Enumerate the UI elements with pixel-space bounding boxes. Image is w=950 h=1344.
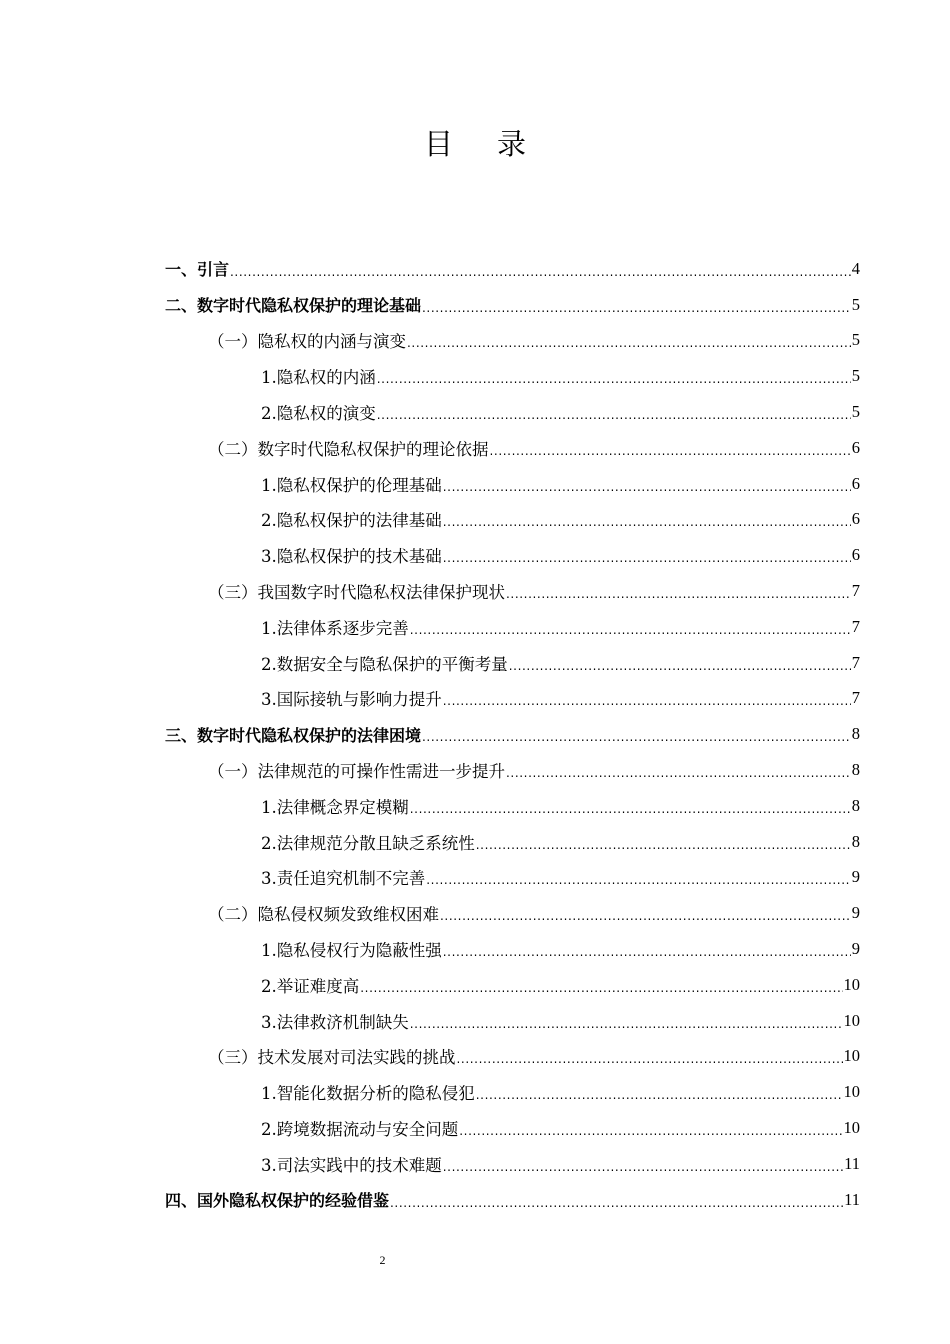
toc-entry-page: 9 bbox=[851, 903, 860, 923]
toc-entry-label: （一）隐私权的内涵与演变 bbox=[208, 332, 406, 352]
toc-dot-leader bbox=[509, 659, 851, 673]
toc-entry[interactable] bbox=[165, 716, 860, 752]
toc-entry-label: （二）数字时代隐私权保护的理论依据 bbox=[208, 439, 489, 459]
page-number: 2 bbox=[379, 1253, 386, 1267]
toc-dot-leader bbox=[443, 480, 851, 494]
toc-entry-page: 5 bbox=[851, 330, 860, 350]
toc-entry-page: 5 bbox=[851, 366, 860, 386]
toc-entry-page: 10 bbox=[843, 1118, 860, 1138]
toc-entry-label: （一）法律规范的可操作性需进一步提升 bbox=[208, 762, 505, 782]
toc-entry-page: 10 bbox=[843, 1082, 860, 1102]
toc-entry-page: 4 bbox=[851, 258, 860, 278]
toc-entry-page: 7 bbox=[851, 581, 860, 601]
toc-entry-page: 11 bbox=[844, 1153, 860, 1173]
toc-entry[interactable] bbox=[165, 1182, 860, 1218]
toc-entry-label: 1.隐私权的内涵 bbox=[261, 368, 376, 388]
toc-dot-leader bbox=[457, 1052, 843, 1066]
toc-entry-page: 11 bbox=[844, 1189, 860, 1209]
toc-entry-label: 1.智能化数据分析的隐私侵犯 bbox=[261, 1084, 475, 1104]
toc-entry-page: 5 bbox=[851, 402, 860, 422]
toc-title-char-2: 录 bbox=[497, 127, 527, 161]
toc-entry[interactable] bbox=[165, 860, 860, 896]
toc-entry[interactable] bbox=[165, 573, 860, 609]
toc-entry-label: 一、引言 bbox=[165, 260, 230, 280]
toc-dot-leader bbox=[443, 551, 851, 565]
toc-entry[interactable] bbox=[165, 824, 860, 860]
toc-entry-label: （三）我国数字时代隐私权法律保护现状 bbox=[208, 583, 505, 603]
toc-title-char-1: 目 bbox=[423, 127, 453, 161]
toc-dot-leader bbox=[506, 766, 851, 780]
toc-dot-leader bbox=[407, 336, 851, 350]
toc-dot-leader bbox=[410, 623, 851, 637]
toc-dot-leader bbox=[426, 873, 851, 887]
toc-entry-page: 10 bbox=[843, 1010, 860, 1030]
toc-entry[interactable] bbox=[165, 430, 860, 466]
toc-entry[interactable] bbox=[165, 681, 860, 717]
toc-dot-leader bbox=[410, 1017, 843, 1031]
toc-dot-leader bbox=[440, 909, 851, 923]
toc-dot-leader bbox=[410, 802, 851, 816]
toc-entry-page: 7 bbox=[851, 688, 860, 708]
toc-entry[interactable] bbox=[165, 1003, 860, 1039]
toc-entry-label: 2.法律规范分散且缺乏系统性 bbox=[261, 833, 475, 853]
toc-entry[interactable] bbox=[165, 537, 860, 573]
toc-dot-leader bbox=[476, 838, 851, 852]
toc-entry[interactable] bbox=[165, 609, 860, 645]
toc-entry-label: 3.隐私权保护的技术基础 bbox=[261, 547, 442, 567]
toc-entry-label: 3.责任追究机制不完善 bbox=[261, 869, 426, 889]
toc-entry-page: 10 bbox=[843, 1046, 860, 1066]
toc-entry-label: 3.司法实践中的技术难题 bbox=[261, 1155, 442, 1175]
toc-entry-label: 二、数字时代隐私权保护的理论基础 bbox=[165, 296, 422, 316]
toc-entry[interactable] bbox=[165, 251, 860, 287]
toc-entry[interactable] bbox=[165, 323, 860, 359]
toc-dot-leader bbox=[443, 945, 851, 959]
toc-dot-leader bbox=[506, 587, 851, 601]
toc-entry-label: 3.国际接轨与影响力提升 bbox=[261, 690, 442, 710]
toc-dot-leader bbox=[459, 1124, 842, 1138]
toc-dot-leader bbox=[422, 730, 851, 744]
toc-title bbox=[0, 122, 950, 163]
toc-entry[interactable] bbox=[165, 1039, 860, 1075]
toc-entry-label: 3.法律救济机制缺失 bbox=[261, 1012, 409, 1032]
toc-entry-label: 1.法律概念界定模糊 bbox=[261, 797, 409, 817]
toc-entry[interactable] bbox=[165, 1146, 860, 1182]
toc-entry[interactable] bbox=[165, 1110, 860, 1146]
toc-entry-label: 2.数据安全与隐私保护的平衡考量 bbox=[261, 654, 508, 674]
toc-entry-page: 6 bbox=[851, 545, 860, 565]
toc-entry-label: 1.隐私侵权行为隐蔽性强 bbox=[261, 941, 442, 961]
toc-entry[interactable] bbox=[165, 752, 860, 788]
toc-entry[interactable] bbox=[165, 931, 860, 967]
toc-entry[interactable] bbox=[165, 645, 860, 681]
toc-dot-leader bbox=[443, 694, 851, 708]
toc-entry-label: 四、国外隐私权保护的经验借鉴 bbox=[165, 1191, 390, 1211]
toc-entry[interactable] bbox=[165, 502, 860, 538]
toc-dot-leader bbox=[476, 1088, 843, 1102]
toc-entry-page: 8 bbox=[851, 760, 860, 780]
toc-entry[interactable] bbox=[165, 287, 860, 323]
toc-entry-label: 2.跨境数据流动与安全问题 bbox=[261, 1120, 459, 1140]
toc-entry-label: 2.隐私权的演变 bbox=[261, 404, 376, 424]
toc-entry-page: 7 bbox=[851, 616, 860, 636]
toc-entry-page: 6 bbox=[851, 509, 860, 529]
toc-entry-page: 9 bbox=[851, 867, 860, 887]
toc-entry-page: 7 bbox=[851, 652, 860, 672]
table-of-contents bbox=[165, 251, 860, 1218]
toc-entry-label: （三）技术发展对司法实践的挑战 bbox=[208, 1048, 456, 1068]
toc-entry[interactable] bbox=[165, 358, 860, 394]
toc-entry-label: 三、数字时代隐私权保护的法律困境 bbox=[165, 725, 422, 745]
toc-dot-leader bbox=[443, 515, 851, 529]
toc-entry-label: 1.隐私权保护的伦理基础 bbox=[261, 475, 442, 495]
toc-dot-leader bbox=[390, 1196, 843, 1210]
toc-entry-page: 6 bbox=[851, 437, 860, 457]
toc-entry-page: 10 bbox=[843, 974, 860, 994]
toc-dot-leader bbox=[360, 981, 842, 995]
toc-entry[interactable] bbox=[165, 895, 860, 931]
toc-entry-page: 9 bbox=[851, 939, 860, 959]
toc-dot-leader bbox=[230, 265, 851, 279]
toc-entry-label: 2.隐私权保护的法律基础 bbox=[261, 511, 442, 531]
toc-entry-label: 2.举证难度高 bbox=[261, 976, 360, 996]
toc-entry-label: （二）隐私侵权频发致维权困难 bbox=[208, 905, 439, 925]
toc-dot-leader bbox=[422, 301, 851, 315]
toc-entry[interactable] bbox=[165, 1074, 860, 1110]
toc-entry[interactable] bbox=[165, 394, 860, 430]
toc-dot-leader bbox=[377, 408, 851, 422]
toc-entry-page: 5 bbox=[851, 294, 860, 314]
toc-entry[interactable] bbox=[165, 967, 860, 1003]
toc-dot-leader bbox=[377, 372, 851, 386]
toc-entry-page: 6 bbox=[851, 473, 860, 493]
toc-entry-page: 8 bbox=[851, 831, 860, 851]
toc-entry[interactable] bbox=[165, 788, 860, 824]
toc-entry[interactable] bbox=[165, 466, 860, 502]
toc-dot-leader bbox=[490, 444, 851, 458]
toc-entry-page: 8 bbox=[851, 795, 860, 815]
toc-entry-page: 8 bbox=[851, 724, 860, 744]
toc-dot-leader bbox=[443, 1160, 843, 1174]
toc-entry-label: 1.法律体系逐步完善 bbox=[261, 618, 409, 638]
